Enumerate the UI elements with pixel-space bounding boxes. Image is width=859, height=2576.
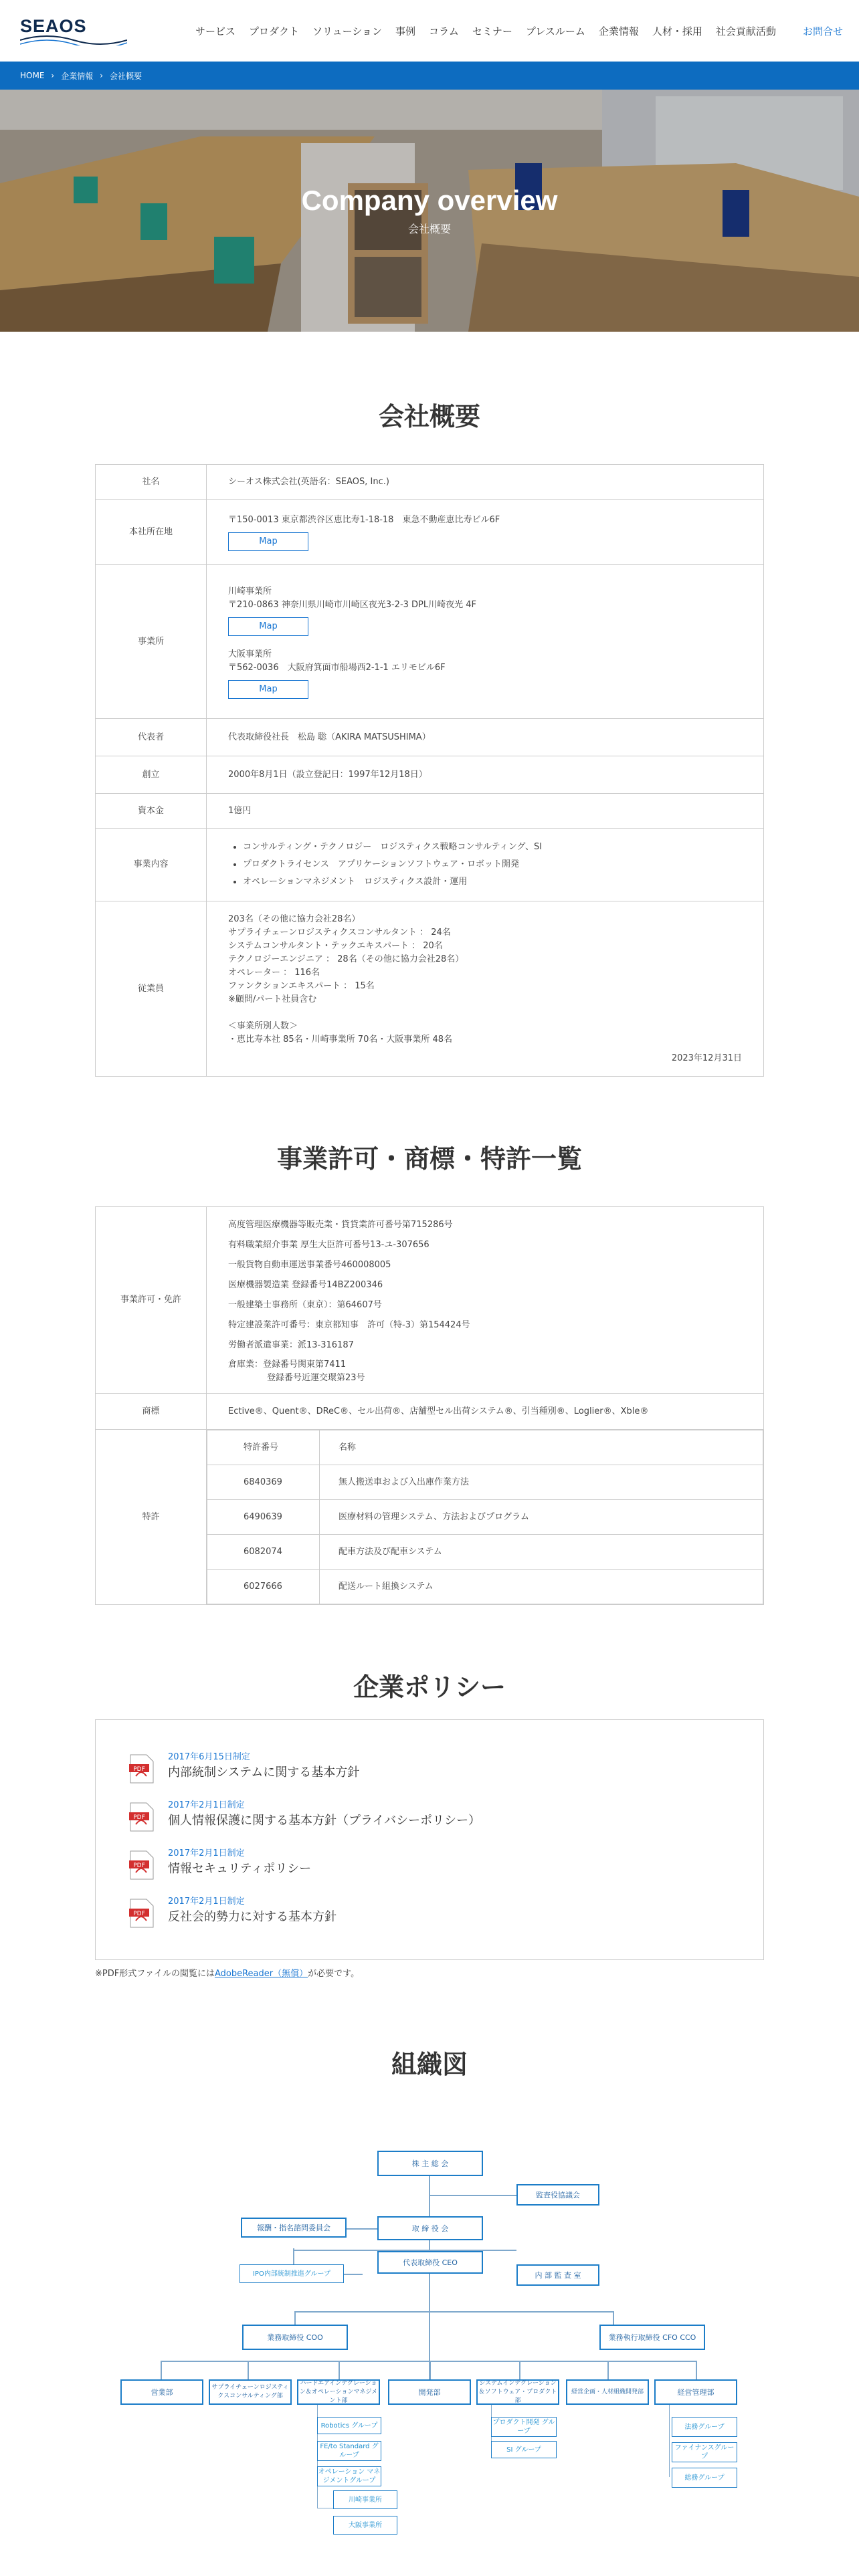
policy-title-link[interactable]: 情報セキュリティポリシー [168,1862,312,1876]
breadcrumb-company[interactable]: 企業情報 [61,71,94,81]
table-row [96,756,764,794]
nav-cases[interactable]: 事例 [395,25,415,37]
row-label-founded: 創立 [96,756,207,794]
employee-line: ファンクションエキスパート ： 15名 [228,980,375,991]
org-dept: 営業部 [120,2379,203,2405]
permit-item: 医療機器製造業 登録番号14BZ200346 [228,1280,383,1290]
org-chart [0,2140,859,2514]
hq-map-button[interactable]: Map [228,532,308,551]
row-label-office: 事業所 [96,565,207,719]
policy-list [95,1719,764,1960]
policy-title-link[interactable]: 個人情報保護に関する基本方針（プライバシーポリシー） [168,1814,481,1828]
svg-text:PDF: PDF [133,1766,145,1773]
policy-date: 2017年2月1日制定 [168,1848,245,1858]
patent-name: 医療材料の管理システム、方法およびプログラム [320,1500,763,1535]
hero-title: Company overview [301,185,558,216]
org-group: SI グループ [491,2441,557,2458]
employee-sub-title: ＜事業所別人数＞ [228,1021,298,1031]
org-ipo: IPO内部統制推進グループ [240,2264,344,2283]
nav-column[interactable]: コラム [429,25,459,37]
pdf-icon [128,1753,155,1784]
chevron-right-icon: › [51,71,55,80]
nav-seminar[interactable]: セミナー [472,25,512,37]
breadcrumb-current: 会社概要 [110,71,142,81]
org-group: 川崎事業所 [333,2490,397,2509]
pdf-icon [128,1802,155,1832]
employee-line: サプライチェーンロジスティクスコンサルタント ： 24名 [228,927,451,938]
table-row [96,719,764,756]
seaos-logo[interactable] [20,16,127,45]
business-list [243,841,742,889]
patent-no: 6840369 [207,1465,320,1500]
table-row [96,901,764,1077]
list-item: • コンサルティング・テクノロジー ロジスティクス戦略コンサルティング、SI [243,841,742,854]
policy-title-link[interactable]: 内部統制システムに関する基本方針 [168,1765,360,1780]
org-coo: 業務取締役 COO [242,2325,348,2350]
org-group: ファイナンスグループ [672,2442,737,2462]
table-row [207,1535,763,1570]
svg-text:PDF: PDF [133,1862,145,1869]
osaka-address: 〒562-0036 大阪府箕面市船場西2-1-1 エリモビル6F [228,662,446,673]
row-label-permits: 事業許可・免許 [96,1207,207,1394]
table-row [207,1465,763,1500]
policy-date: 2017年2月1日制定 [168,1800,245,1810]
org-dept: サプライチェーンロジスティクスコンサルティング部 [209,2379,292,2405]
list-item: • オペレーションマネジメント ロジスティクス設計・運用 [243,875,742,889]
osaka-name: 大阪事業所 [228,649,272,659]
org-group: FE/to Standard グループ [317,2441,381,2461]
patent-head-name: 名称 [320,1430,763,1465]
nav-solutions[interactable]: ソリューション [312,25,382,37]
overview-table [95,464,764,1077]
employee-sub-line: ・恵比寿本社 85名・川崎事業所 70名・大阪事業所 48名 [228,1034,453,1045]
permit-item: 有料職業紹介事業 厚生大臣許可番号13-ユ-307656 [228,1240,430,1250]
row-label-rep: 代表者 [96,719,207,756]
overview-title: 会社概要 [378,402,480,431]
kawasaki-address: 〒210-0863 神奈川県川崎市川崎区夜光3-2-3 DPL川崎夜光 4F [228,599,477,610]
table-row [96,1430,764,1605]
org-group: プロダクト開発 グループ [491,2417,557,2437]
pdf-note-pre: ※PDF形式ファイルの閲覧には [95,1969,215,1979]
permit-item: 高度管理医療機器等販売業・貸貸業許可番号第715286号 [228,1220,453,1230]
nav-company[interactable]: 企業情報 [598,25,639,37]
logo-wave-icon [20,35,127,45]
table-row [96,500,764,565]
nav-services[interactable]: サービス [195,25,236,37]
policy-date: 2017年6月15日制定 [168,1752,250,1762]
breadcrumb [0,62,859,90]
permit-item: 一般貨物自動車運送事業番号460008005 [228,1260,391,1270]
trademark-value: Ective®、Quent®、DReC®、セル出荷®、店舗型セル出荷システム®、引当種別®、Loglier®、Xble® [207,1394,764,1430]
adobe-reader-link[interactable]: AdobeReader（無償） [214,1969,308,1979]
table-row [96,1394,764,1430]
hq-address: 〒150-0013 東京都渋谷区恵比寿1-18-18 東急不動産恵比寿ビル6F [228,514,500,525]
row-label-hq: 本社所在地 [96,500,207,565]
employee-line: 203名（その他に協力会社28名） [228,914,361,924]
permit-warehouse-2: 登録番号近運交環第23号 [267,1373,365,1383]
org-dept: システムインテグレーション＆ソフトウェア・プロダクト部 [476,2379,559,2405]
table-row [207,1500,763,1535]
licenses-table [95,1206,764,1605]
employee-date: 2023年12月31日 [671,1053,742,1063]
capital: 1億円 [207,794,764,829]
patent-no: 6082074 [207,1535,320,1570]
employee-line: テクノロジーエンジニア ： 28名（その他に協力会社28名） [228,954,464,964]
org-dept: 開発部 [388,2379,471,2405]
pdf-note [95,1966,359,1979]
licenses-title: 事業許可・商標・特許一覧 [276,1144,582,1174]
patent-no: 6490639 [207,1500,320,1535]
nav-csr[interactable]: 社会貢献活動 [715,25,776,37]
patent-head-no: 特許番号 [207,1430,320,1465]
main-nav [195,24,789,38]
company-name: シーオス株式会社(英語名：SEAOS, Inc.) [207,465,764,500]
patent-name: 配送ルート組換システム [320,1570,763,1604]
org-shareholders: 株 主 総 会 [377,2151,483,2176]
policy-title: 企業ポリシー [353,1673,506,1702]
row-label-capital: 資本金 [96,794,207,829]
permit-item: 労働者派遣事業：派13-316187 [228,1340,354,1350]
chevron-right-icon: › [100,71,104,80]
table-row [207,1430,763,1465]
hero-subtitle: 会社概要 [407,223,451,235]
org-ceo: 代表取締役 CEO [377,2251,483,2274]
org-committee: 報酬・指名諮問委員会 [241,2218,347,2238]
org-dept: 経営企画・人材組織開発部 [566,2379,649,2405]
kawasaki-map-button[interactable]: Map [228,617,308,636]
nav-press[interactable]: プレスルーム [525,25,585,37]
org-auditors: 監査役協議会 [516,2184,599,2206]
representative: 代表取締役社長 松島 聡（AKIRA MATSUSHIMA） [207,719,764,756]
permit-item: 一般建築士事務所（東京）：第64607号 [228,1300,382,1310]
org-audit: 内 部 監 査 室 [516,2264,599,2286]
employee-line: オペレーター ： 116名 [228,967,320,978]
org-group: 法務グループ [672,2417,737,2437]
contact-link[interactable]: お問合せ [803,25,844,37]
org-group: 総務グループ [672,2468,737,2488]
row-label-trademark: 商標 [96,1394,207,1430]
pdf-icon [128,1850,155,1881]
pdf-note-post: が必要です。 [308,1969,360,1979]
row-label-patent: 特許 [96,1430,207,1605]
row-label-employees: 従業員 [96,901,207,1077]
site-header [0,0,859,62]
nav-recruit[interactable]: 人材・採用 [652,25,702,37]
org-group: Robotics グループ [317,2417,381,2434]
svg-text:PDF: PDF [133,1814,145,1821]
org-title: 組織図 [391,2050,468,2079]
pdf-icon [128,1898,155,1929]
org-group: 大阪事業所 [333,2516,397,2535]
permit-warehouse-1: 倉庫業：登録番号関東第7411 [228,1360,347,1370]
org-dept: ハードエアインテグレーション＆オペレーションマネジメント部 [297,2379,380,2405]
founded-date: 2000年8月1日（設立登記日：1997年12月18日） [207,756,764,794]
table-row [207,1570,763,1604]
org-group: オペレーション マネジメントグループ [317,2466,381,2486]
logo-text: SEAOS [20,16,87,36]
nav-products[interactable]: プロダクト [249,25,300,37]
svg-text:PDF: PDF [133,1911,145,1917]
employee-line: システムコンサルタント・テックエキスパート ： 20名 [228,940,443,951]
hero-banner [0,90,859,332]
table-row [96,1207,764,1394]
employee-line: ※顧問/パート社員含む [228,994,317,1004]
policy-title-link[interactable]: 反社会的勢力に対する基本方針 [168,1910,337,1924]
patent-name: 無人搬送車および入出庫作業方法 [320,1465,763,1500]
org-dept: 経営管理部 [654,2379,737,2405]
org-cfo: 業務執行取締役 CFO CCO [599,2325,705,2350]
row-label-business: 事業内容 [96,829,207,901]
breadcrumb-home[interactable]: HOME [20,71,45,80]
policy-date: 2017年2月1日制定 [168,1897,245,1907]
table-row [96,565,764,719]
org-board: 取 締 役 会 [377,2216,483,2240]
kawasaki-name: 川崎事業所 [228,586,272,597]
table-row [96,465,764,500]
table-row [96,794,764,829]
osaka-map-button[interactable]: Map [228,680,308,699]
permit-item: 特定建設業許可番号：東京都知事 許可（特-3）第154424号 [228,1320,470,1330]
row-label-name: 社名 [96,465,207,500]
patent-name: 配車方法及び配車システム [320,1535,763,1570]
patent-no: 6027666 [207,1570,320,1604]
list-item: • プロダクトライセンス アプリケーションソフトウェア・ロボット開発 [243,858,742,871]
patent-table [207,1430,763,1604]
table-row [96,829,764,901]
